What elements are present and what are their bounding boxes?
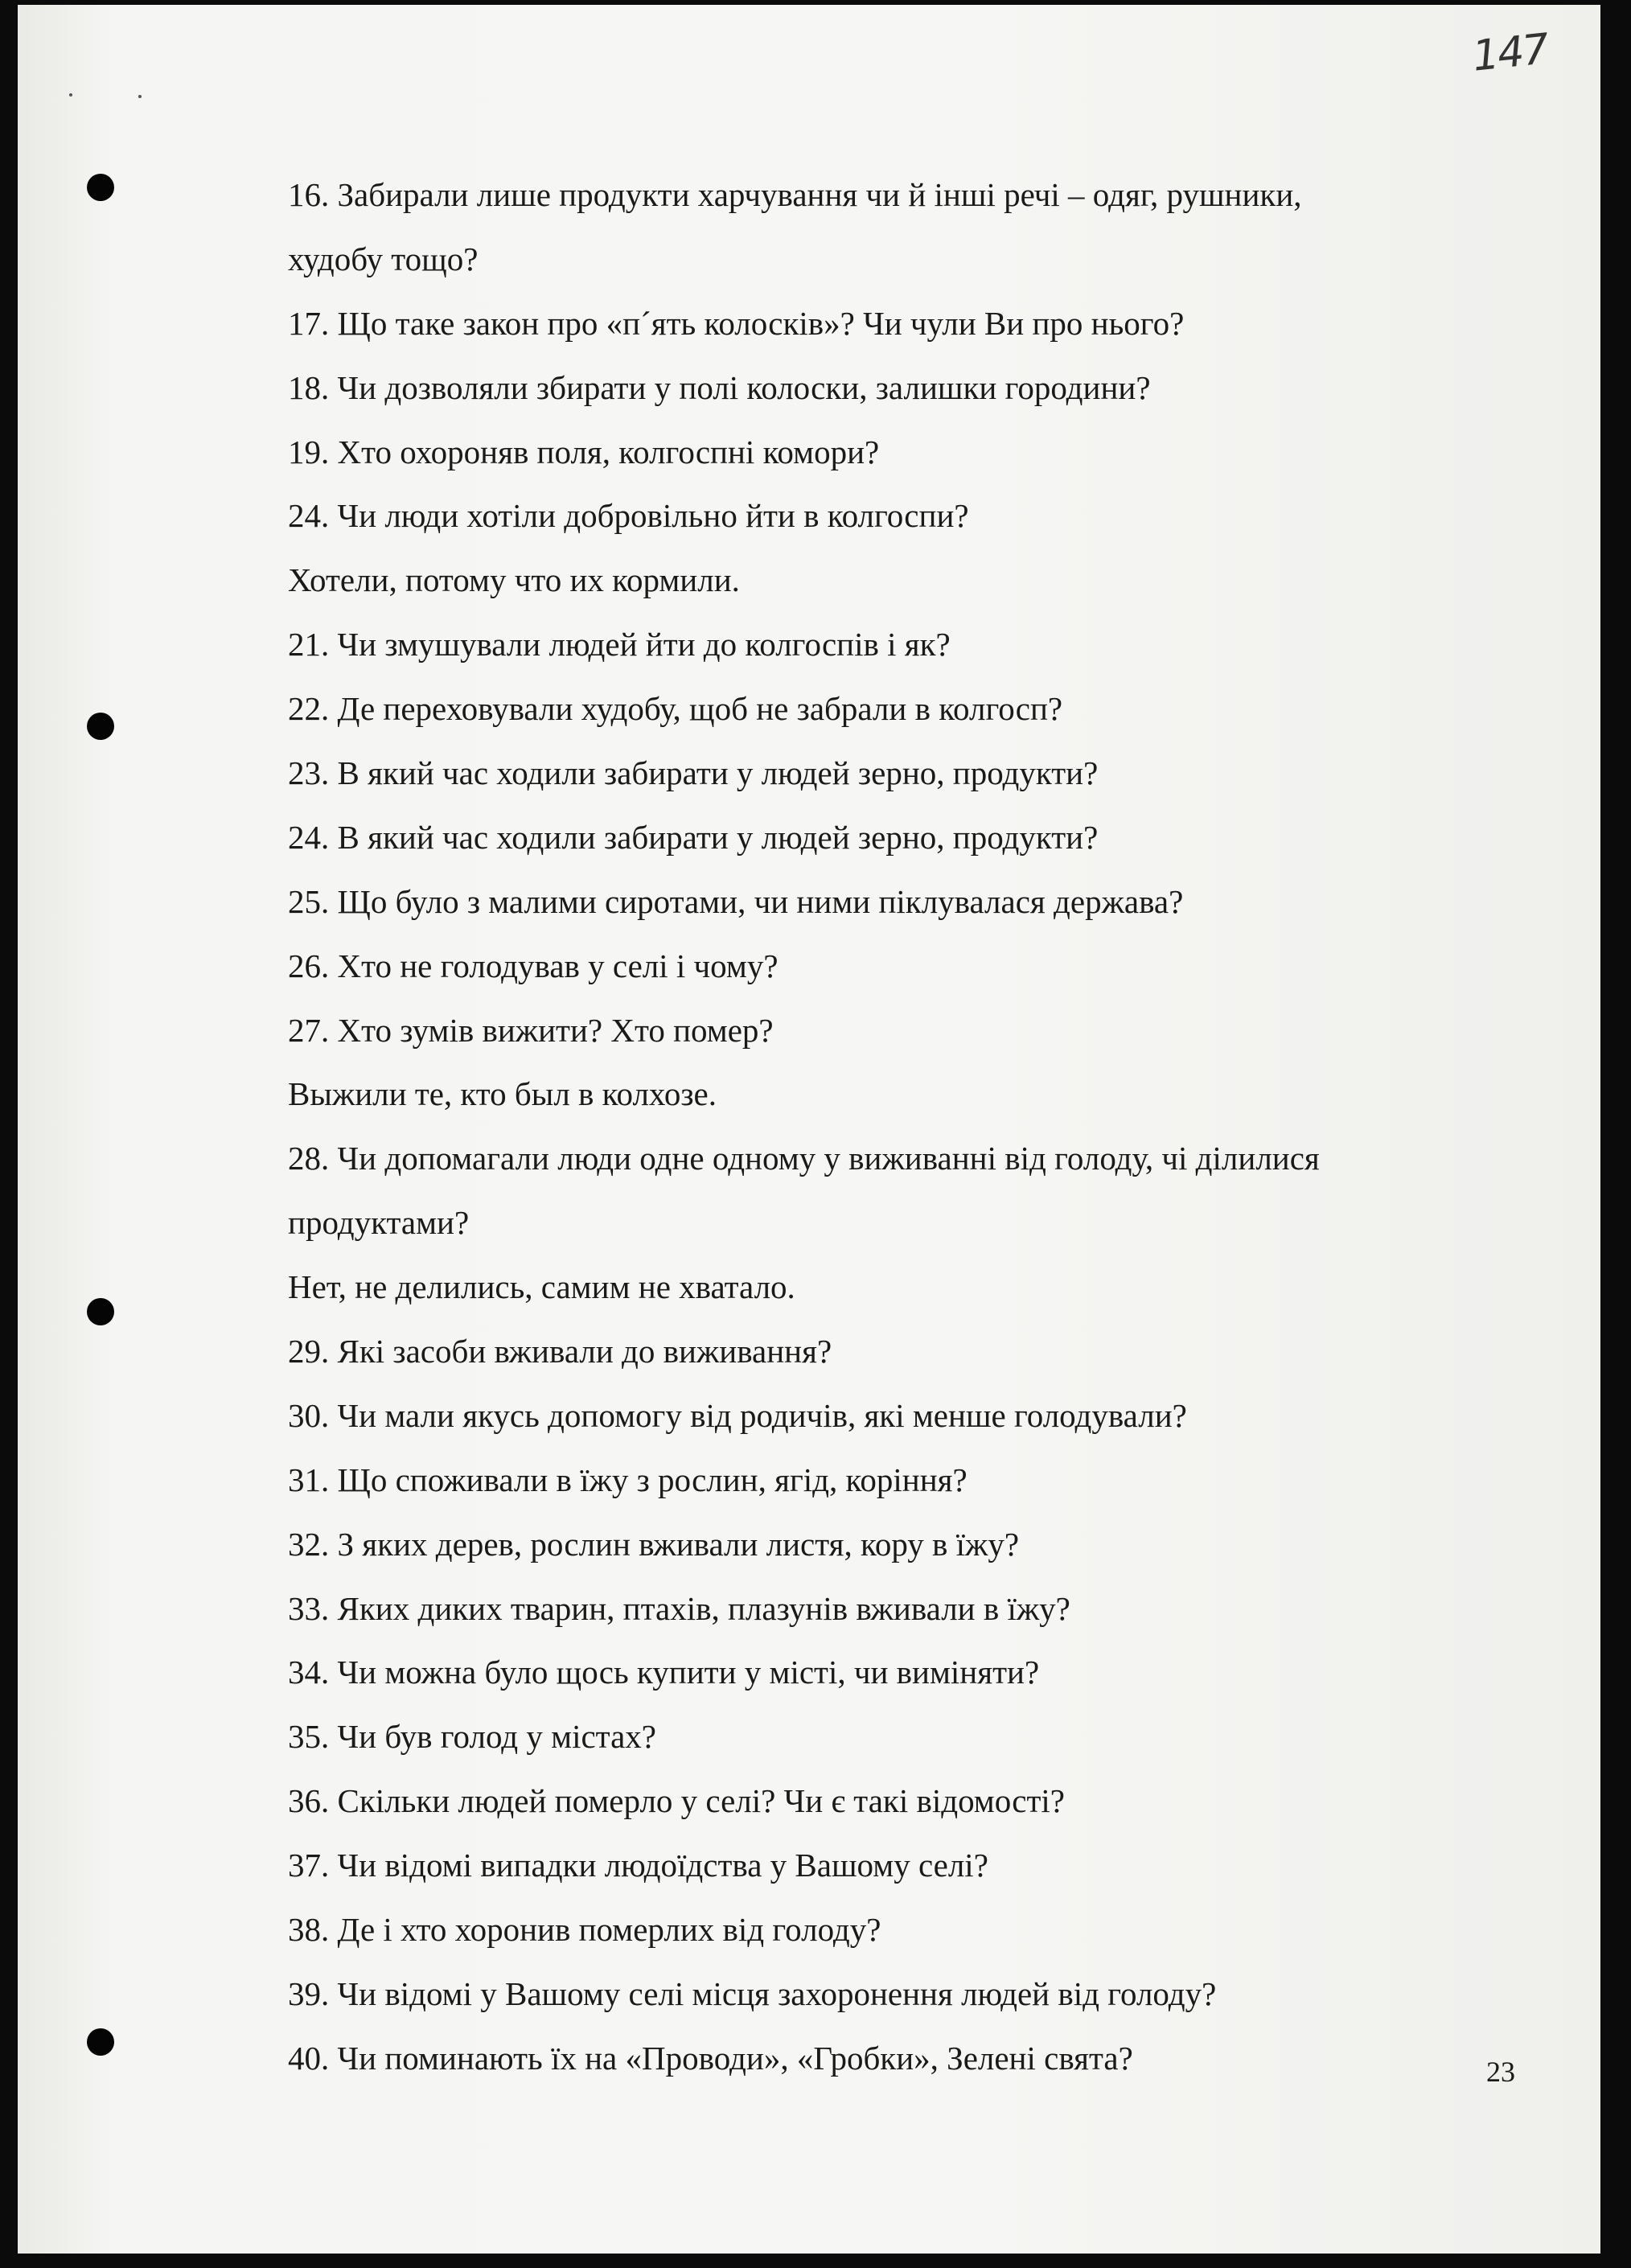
text-line: 17. Що таке закон про «п´ять колосків»? Чи чули Ви про нього?: [288, 304, 1185, 342]
text-line: 38. Де і хто хоронив померлих від голоду?: [288, 1911, 881, 1949]
text-line: 31. Що споживали в їжу з рослин, ягід, коріння?: [288, 1461, 968, 1498]
text-line: 19. Хто охороняв поля, колгоспні комори?: [288, 433, 880, 470]
text-line: 40. Чи поминають їх на «Проводи», «Гробки», Зелені свята?: [288, 2039, 1133, 2077]
text-line: 37. Чи відомі випадки людоїдства у Вашому селі?: [288, 1847, 988, 1884]
punch-hole-1: [87, 174, 114, 201]
text-line: 30. Чи мали якусь допомогу від родичів, які менше голодували?: [288, 1396, 1187, 1434]
text-line: 35. Чи був голод у містах?: [288, 1718, 656, 1756]
text-line: 34. Чи можна було щось купити у місті, чи виміняти?: [288, 1654, 1040, 1691]
text-line: продуктами?: [288, 1204, 470, 1242]
text-line: 26. Хто не голодував у селі і чому?: [288, 947, 779, 984]
stray-mark-2: [138, 95, 142, 98]
text-line: 22. Де переховували худобу, щоб не забрали в колгосп?: [288, 690, 1063, 728]
handwritten-page-number: 147: [1469, 25, 1550, 81]
text-line: 28. Чи допомагали люди одне одному у виживанні від голоду, чі ділилися: [288, 1140, 1320, 1177]
stray-mark-1: [69, 93, 72, 97]
text-line: 24. В який час ходили забирати у людей зерно, продукти?: [288, 818, 1099, 856]
text-line: худобу тощо?: [288, 240, 479, 277]
text-line: 27. Хто зумів вижити? Хто помер?: [288, 1011, 774, 1049]
text-line: Хотели, потому что их кормили.: [288, 561, 740, 599]
text-line: Нет, не делились, самим не хватало.: [288, 1268, 795, 1306]
text-line: 29. Які засоби вживали до виживання?: [288, 1333, 832, 1370]
text-line: 16. Забирали лише продукти харчування чи й інші речі – одяг, рушники,: [288, 176, 1302, 213]
punch-hole-2: [87, 713, 114, 740]
text-line: 39. Чи відомі у Вашому селі місця захоронення людей від голоду?: [288, 1974, 1217, 2012]
text-line: 21. Чи змушували людей йти до колгоспів і як?: [288, 626, 951, 664]
text-line: 36. Скільки людей померло у селі? Чи є такі відомості?: [288, 1782, 1065, 1820]
text-line: Выжили те, кто был в колхозе.: [288, 1075, 717, 1113]
text-line: 24. Чи люди хотіли добровільно йти в колгоспи?: [288, 497, 969, 535]
text-line: 18. Чи дозволяли збирати у полі колоски, залишки городини?: [288, 368, 1151, 406]
document-page: [18, 5, 1600, 2254]
punch-hole-3: [87, 1298, 114, 1325]
text-line: 23. В який час ходили забирати у людей зерно, продукти?: [288, 754, 1099, 792]
text-line: 33. Яких диких тварин, птахів, плазунів вживали в їжу?: [288, 1589, 1070, 1627]
text-line: 25. Що було з малими сиротами, чи ними піклувалася держава?: [288, 882, 1184, 920]
document-text-body: [288, 163, 1575, 2091]
text-line: 32. З яких дерев, рослин вживали листя, кору в їжу?: [288, 1525, 1020, 1563]
punch-hole-4: [87, 2028, 114, 2056]
page-number: 23: [1486, 2056, 1515, 2088]
